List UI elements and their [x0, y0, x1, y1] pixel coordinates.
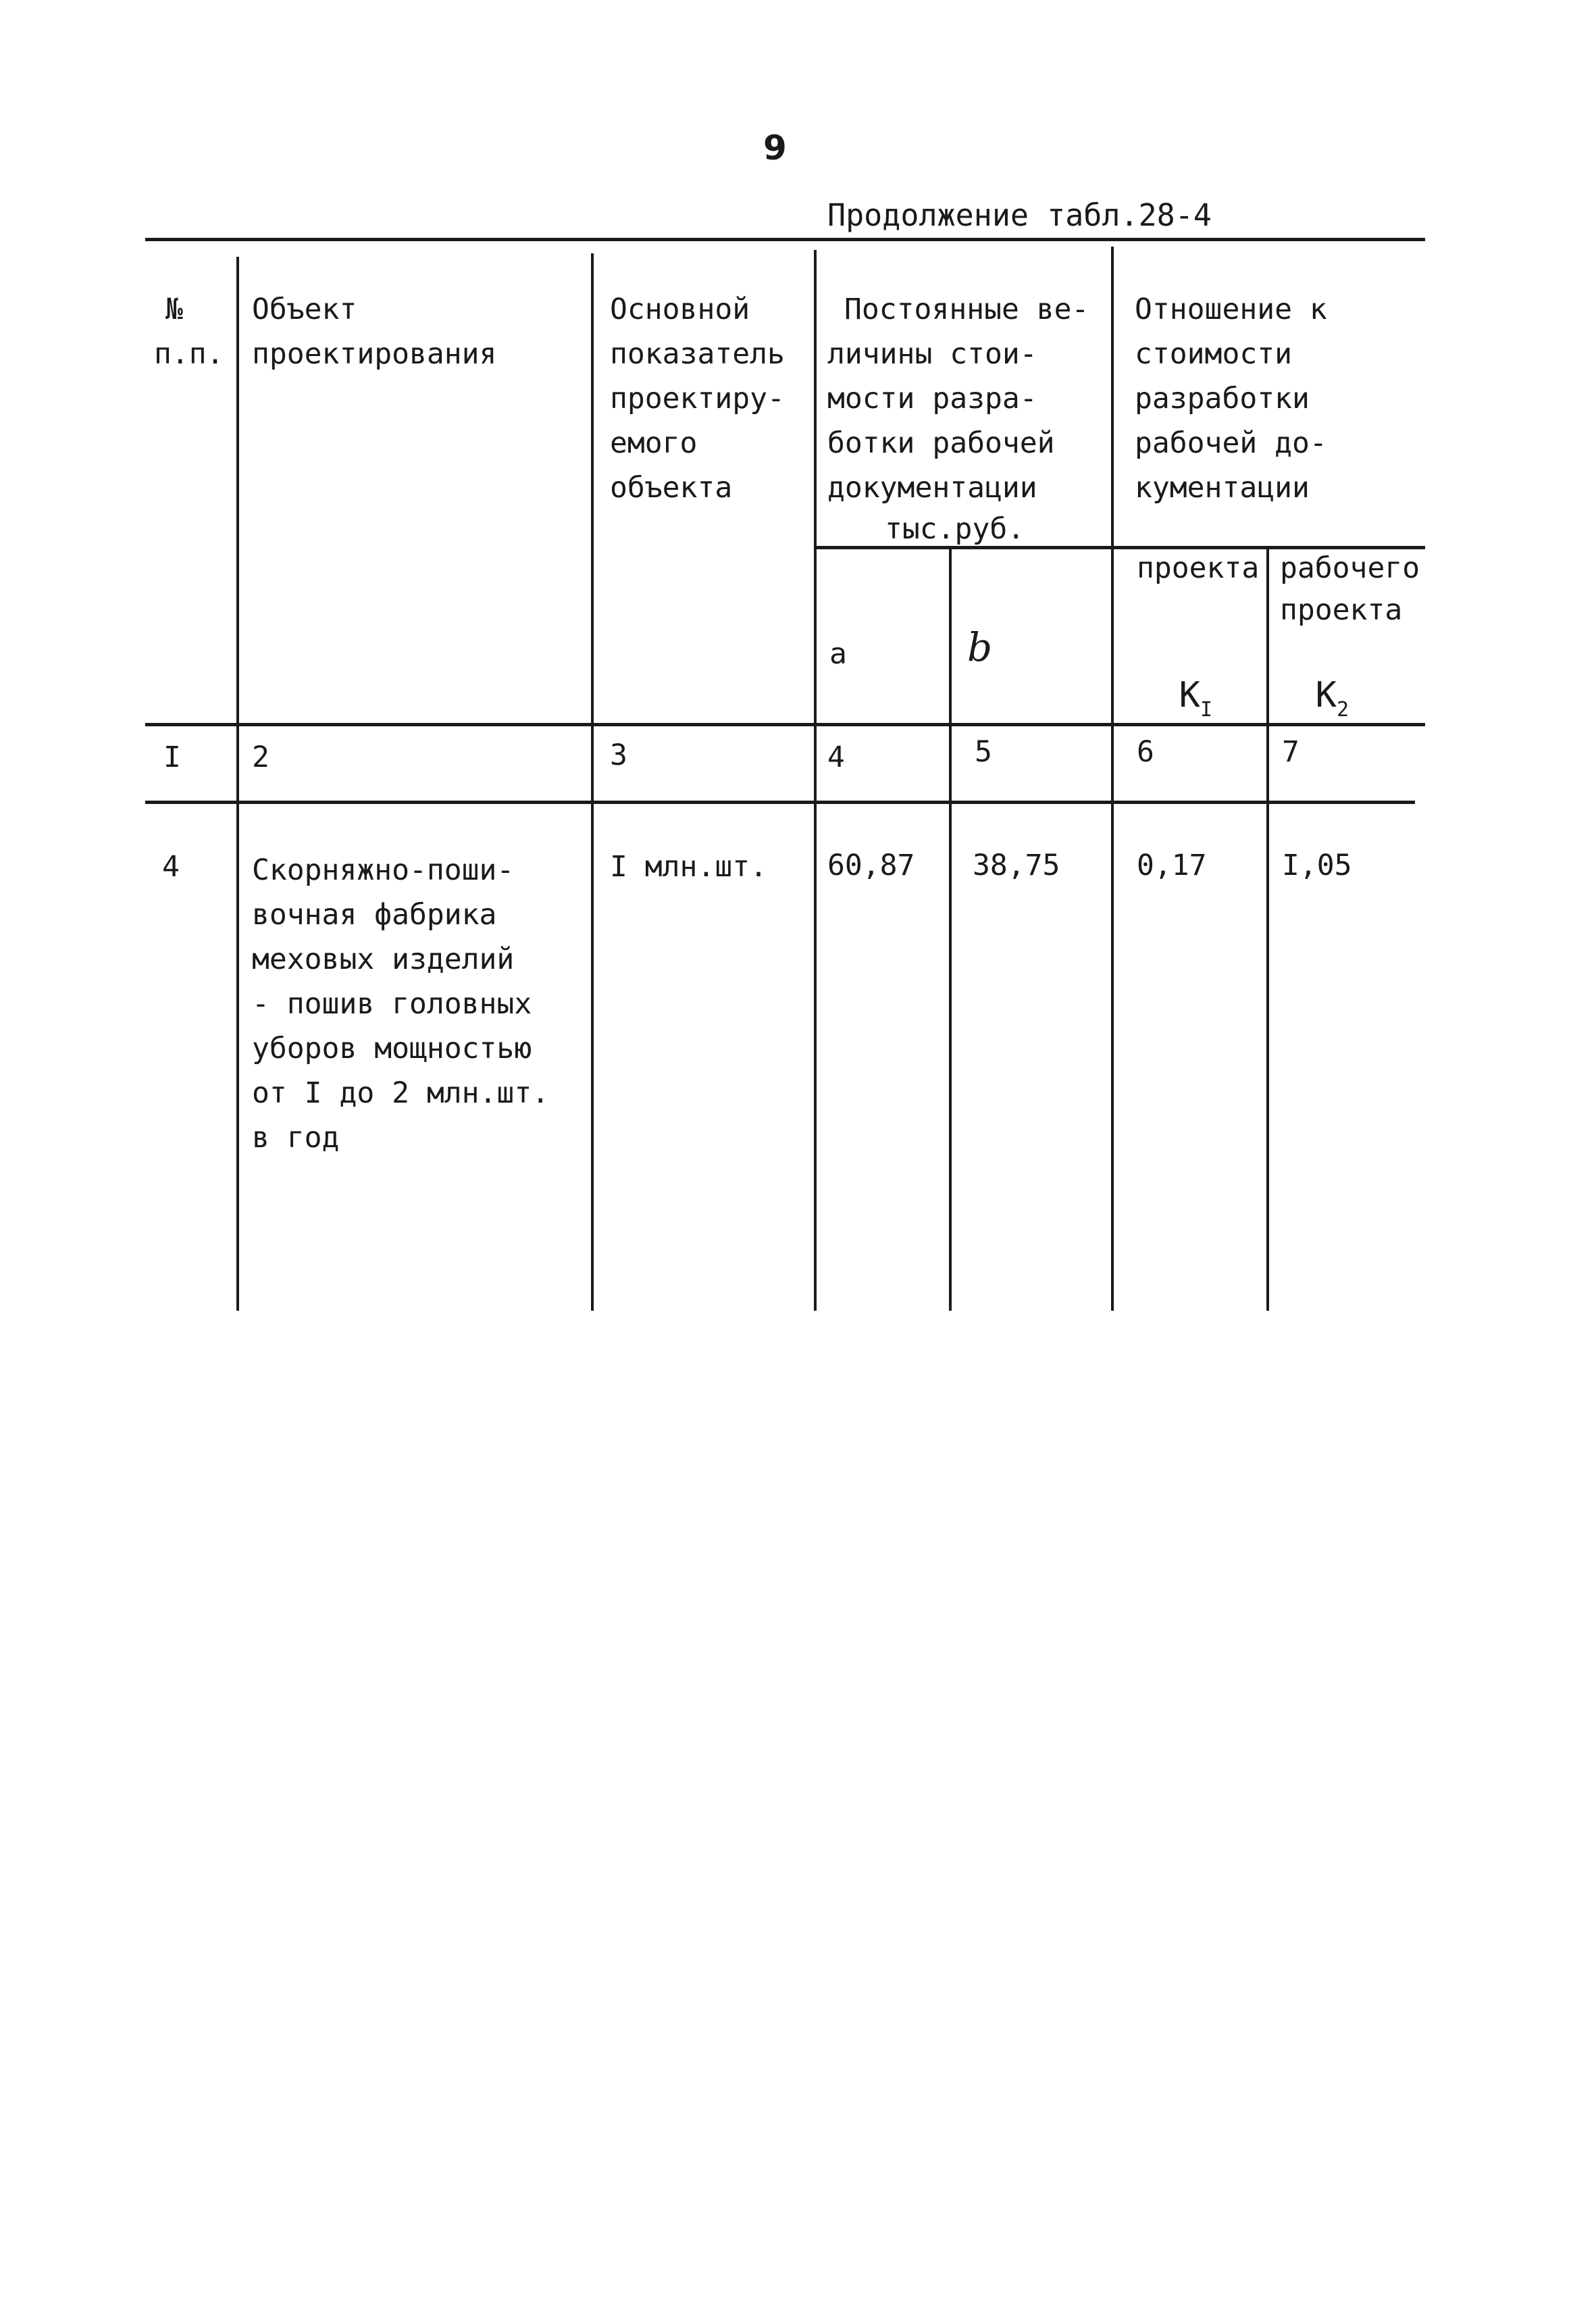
- header-a: а: [829, 637, 847, 671]
- header-k1: $К_I$: [1179, 675, 1212, 722]
- colnum-5: 5: [975, 735, 992, 769]
- colnum-6: 6: [1137, 735, 1154, 769]
- colnum-3: 3: [610, 738, 627, 772]
- table-continuation-caption: Продолжение табл.28-4: [827, 197, 1212, 233]
- header-b: b: [967, 624, 993, 670]
- row-value-a: 60,87: [827, 849, 915, 882]
- col-divider-6: [1266, 549, 1269, 1311]
- colnum-1: I: [163, 740, 181, 774]
- colnum-4: 4: [827, 740, 845, 774]
- header-k1-top: проекта: [1137, 551, 1260, 585]
- colnum-2: 2: [252, 740, 269, 774]
- col-divider-2: [591, 253, 594, 1311]
- row-value-k1: 0,17: [1137, 849, 1207, 882]
- col-divider-5: [1111, 247, 1114, 1311]
- header-bottom-rule: [145, 723, 1425, 726]
- col-divider-3: [814, 250, 817, 1311]
- col-divider-4: [949, 549, 952, 1311]
- page-number: 9: [763, 128, 787, 168]
- header-k2: $К_2$: [1315, 675, 1349, 722]
- col-divider-1: [236, 257, 239, 1311]
- column-numbers-bottom-rule: [145, 801, 1415, 804]
- row-indicator: I млн.шт.: [610, 850, 767, 884]
- colnum-7: 7: [1282, 735, 1299, 769]
- table-top-rule: [145, 238, 1425, 241]
- row-number: 4: [162, 850, 180, 884]
- row-value-b: 38,75: [973, 849, 1060, 882]
- row-value-k2: I,05: [1282, 849, 1352, 882]
